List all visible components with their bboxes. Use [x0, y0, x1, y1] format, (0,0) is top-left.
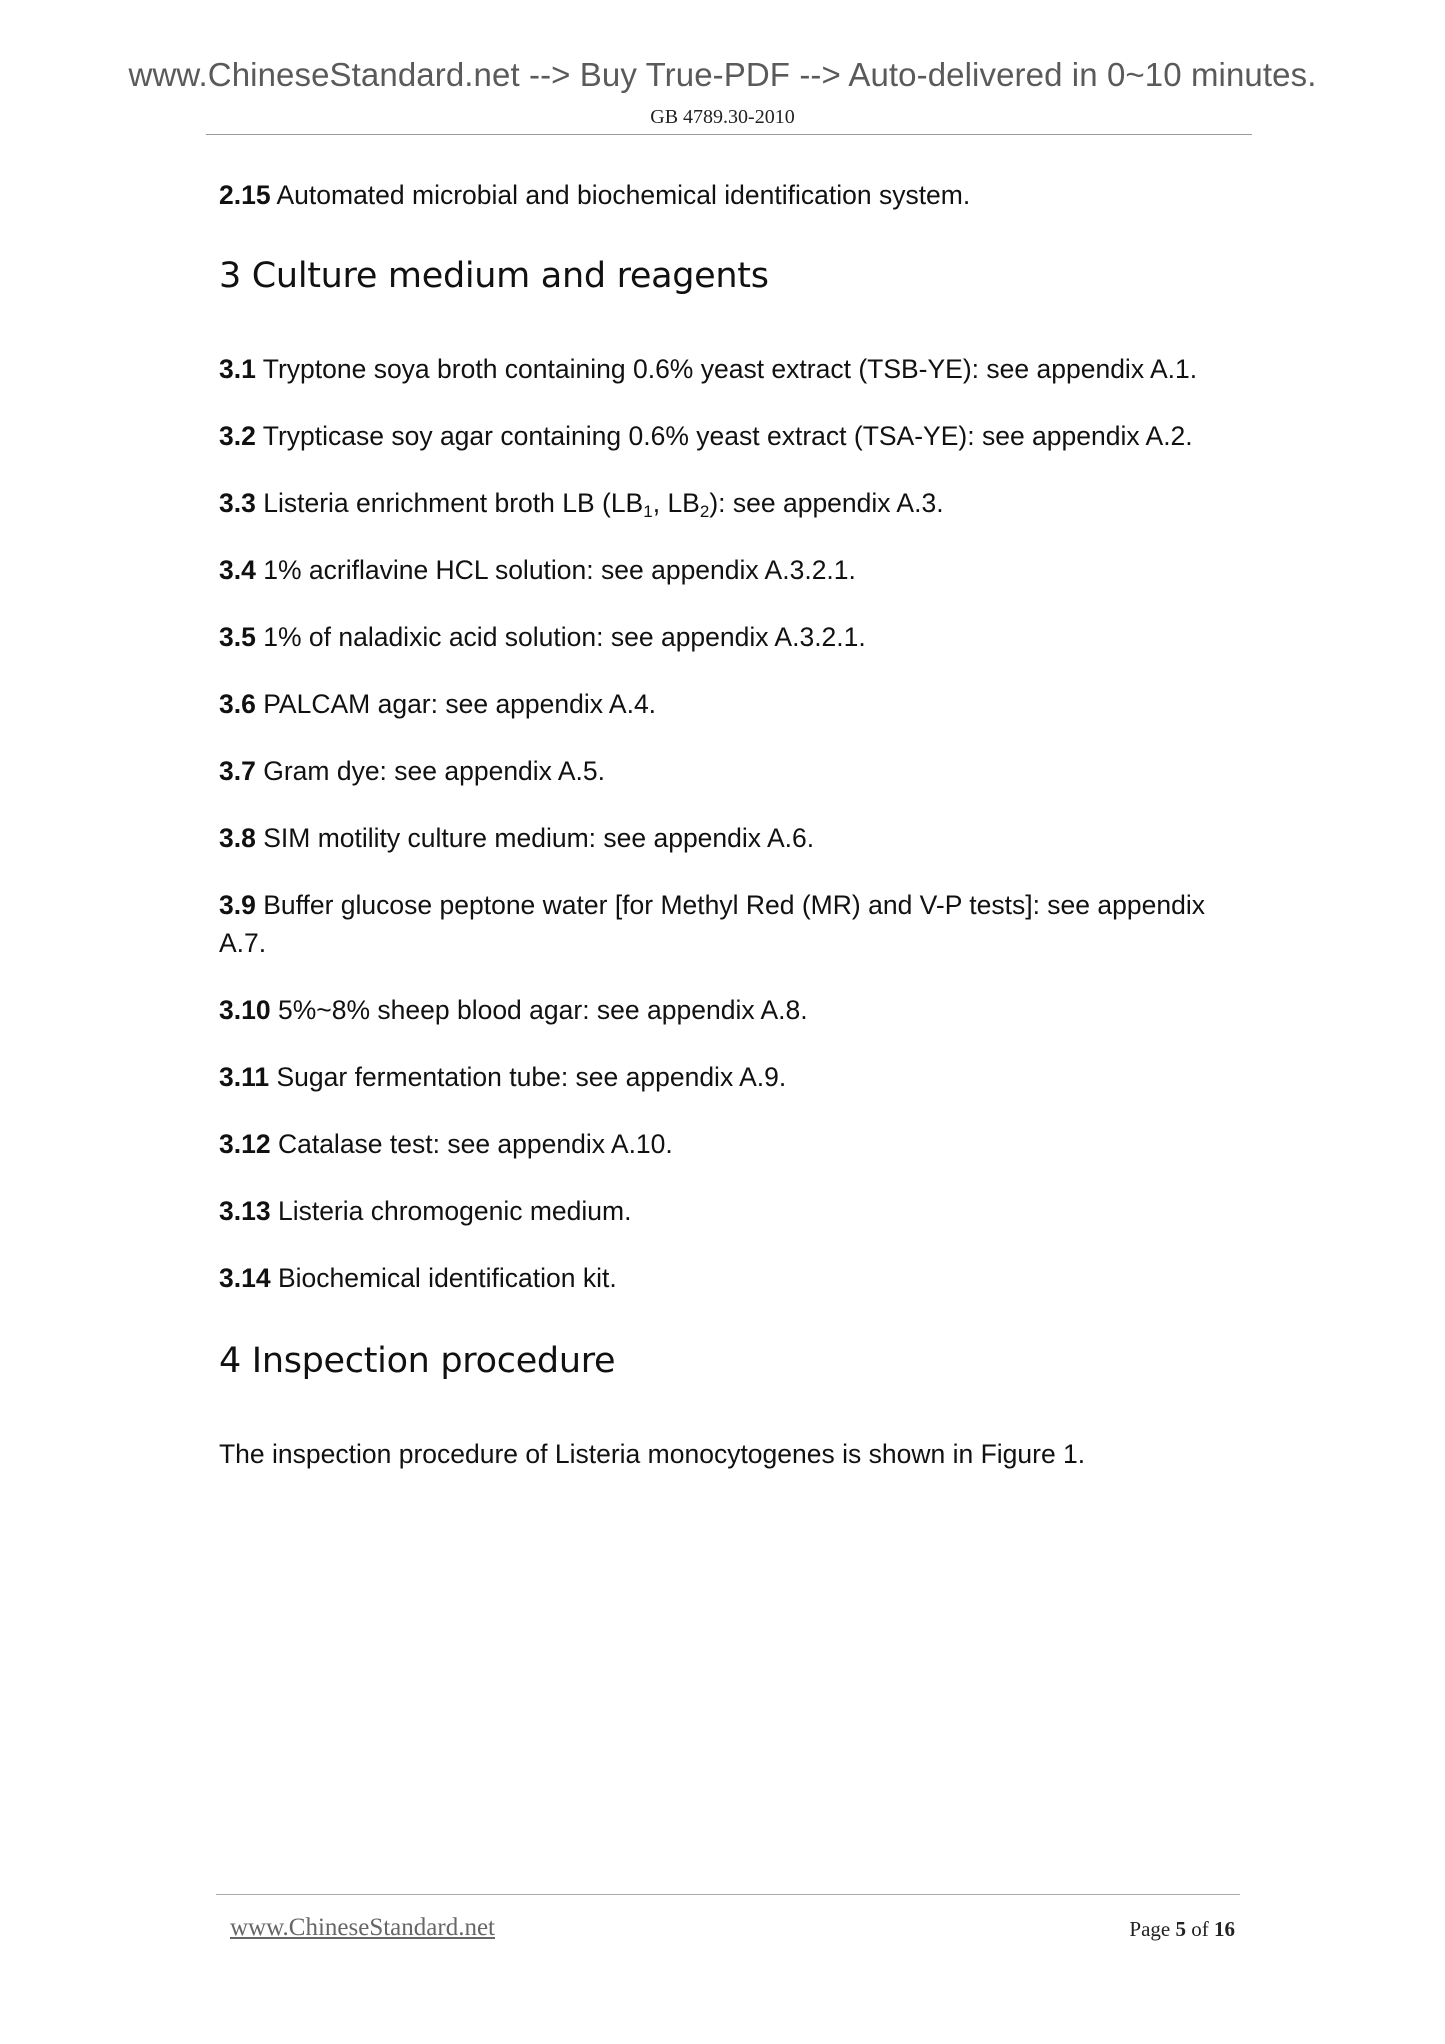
subscript: 2 — [699, 502, 710, 521]
clause-text-part: ): see appendix A.3. — [709, 488, 944, 518]
page-total: 16 — [1214, 1917, 1235, 1941]
clause-number: 3.14 — [219, 1263, 271, 1293]
clause-text: SIM motility culture medium: see appendix A.6. — [263, 823, 815, 853]
clause-3-1 — [219, 350, 1249, 388]
clause-number: 3.2 — [219, 421, 256, 451]
clause-number: 3.9 — [219, 890, 256, 920]
clause-3-10 — [219, 991, 1249, 1029]
clause-text: Catalase test: see appendix A.10. — [277, 1129, 673, 1159]
clause-number: 3.10 — [219, 995, 271, 1025]
clause-2-15 — [219, 176, 1249, 214]
clause-3-4 — [219, 551, 1249, 589]
clause-number: 3.12 — [219, 1129, 271, 1159]
clause-3-8 — [219, 819, 1249, 857]
clause-text: 1% of naladixic acid solution: see appendix A.3.2.1. — [263, 622, 866, 652]
clause-number: 2.15 — [219, 180, 271, 210]
top-banner: www.ChineseStandard.net --> Buy True-PDF --> Auto-delivered in 0~10 minutes. — [128, 56, 1317, 93]
page-of: of — [1191, 1917, 1209, 1941]
clause-text: 1% acriflavine HCL solution: see appendix A.3.2.1. — [263, 555, 856, 585]
section-4-heading: 4 Inspection procedure — [219, 1341, 616, 1381]
clause-number: 3.5 — [219, 622, 256, 652]
footer-website-link[interactable]: www.ChineseStandard.net — [230, 1914, 495, 1941]
clause-text: Gram dye: see appendix A.5. — [263, 756, 605, 786]
clause-number: 3.13 — [219, 1196, 271, 1226]
clause-3-12 — [219, 1125, 1249, 1163]
clause-text-part: Listeria enrichment broth LB (LB — [263, 488, 644, 518]
clause-text: Listeria chromogenic medium. — [277, 1196, 632, 1226]
clause-text: PALCAM agar: see appendix A.4. — [263, 689, 657, 719]
header-divider — [206, 134, 1252, 135]
clause-text: Tryptone soya broth containing 0.6% yeast extract (TSB-YE): see appendix A.1. — [262, 354, 1198, 384]
page-indicator — [1129, 1917, 1235, 1942]
clause-text: Automated microbial and biochemical identification system. — [276, 180, 971, 210]
footer-divider — [216, 1894, 1240, 1895]
clause-3-9 — [219, 886, 1249, 962]
clause-number: 3.6 — [219, 689, 256, 719]
subscript: 1 — [643, 502, 653, 521]
clause-3-5 — [219, 618, 1249, 656]
clause-text-part: , LB — [652, 488, 700, 518]
section-3-heading: 3 Culture medium and reagents — [219, 256, 769, 296]
clause-number: 3.3 — [219, 488, 256, 518]
clause-number: 3.7 — [219, 756, 256, 786]
page-current: 5 — [1175, 1917, 1186, 1941]
clause-text: Biochemical identification kit. — [277, 1263, 617, 1293]
clause-number: 3.1 — [219, 354, 256, 384]
clause-text: Buffer glucose peptone water [for Methyl Red (MR) and V-P tests]: see appendix A.7. — [219, 890, 1205, 958]
page-label: Page — [1129, 1917, 1171, 1941]
clause-text: Trypticase soy agar containing 0.6% yeast extract (TSA-YE): see appendix A.2. — [262, 421, 1193, 451]
clause-3-13 — [219, 1192, 1249, 1230]
clause-3-11 — [219, 1058, 1249, 1096]
clause-3-7 — [219, 752, 1249, 790]
clause-number: 3.4 — [219, 555, 256, 585]
clause-3-14 — [219, 1259, 1249, 1297]
clause-number: 3.11 — [219, 1062, 270, 1092]
clause-number: 3.8 — [219, 823, 256, 853]
document-number: GB 4789.30-2010 — [650, 106, 795, 128]
clause-text: Sugar fermentation tube: see appendix A.9. — [276, 1062, 787, 1092]
clause-3-6 — [219, 685, 1249, 723]
section-4-body: The inspection procedure of Listeria monocytogenes is shown in Figure 1. — [219, 1439, 1086, 1469]
clause-3-2 — [219, 417, 1249, 455]
clause-text: 5%~8% sheep blood agar: see appendix A.8. — [277, 995, 808, 1025]
clause-3-3 — [219, 484, 1249, 522]
